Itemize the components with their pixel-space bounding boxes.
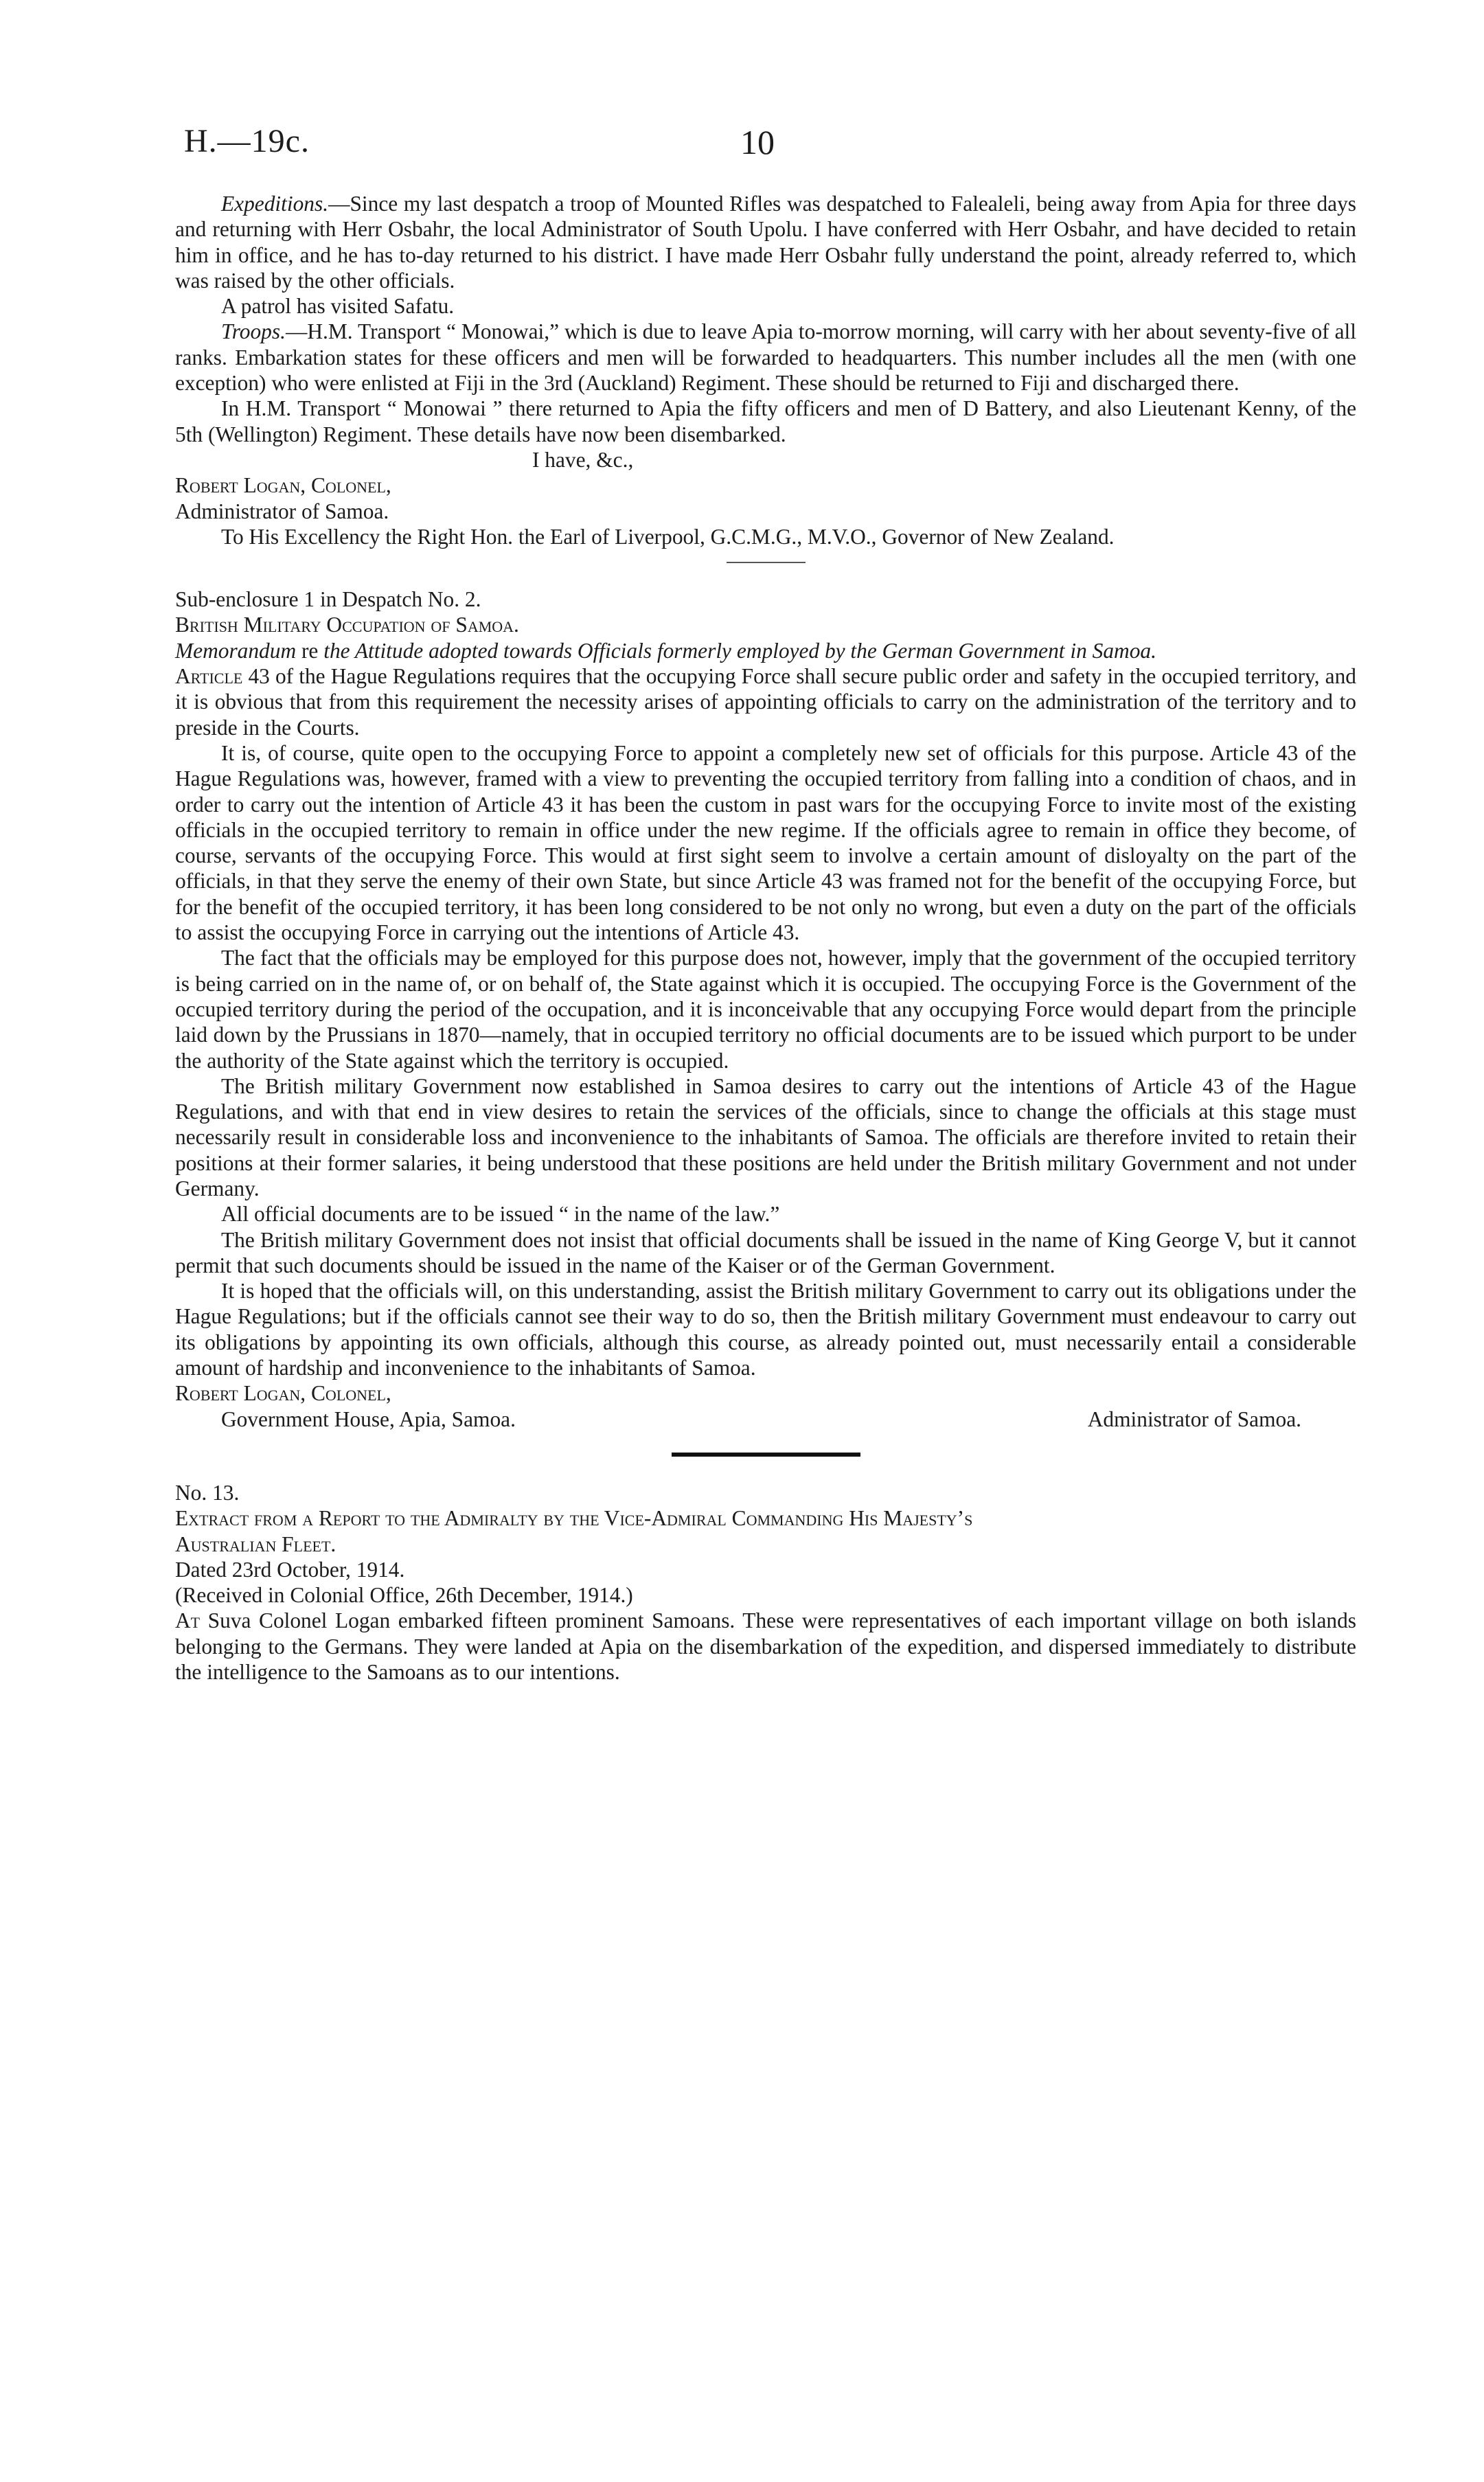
troops-paragraph	[175, 319, 1356, 396]
memo-re: re	[296, 638, 324, 663]
memo-word: Memorandum	[175, 638, 297, 663]
no13-first-word: At	[175, 1608, 201, 1633]
patrol-paragraph: A patrol has visited Safatu.	[221, 294, 455, 319]
memo-signature-place: Government House, Apia, Samoa.	[221, 1407, 516, 1431]
page-header	[0, 122, 1484, 170]
memo-paragraph-4: The British military Government now established in Samoa desires to carry out the intentions of Article 43 of the Hague Regulations, and with that end in view desires to retain the services of the officials, since to change the officials at this stage must necessarily result in considerable loss and inconvenience to the inhabitants of Samoa. The officials are therefore invited to retain their positions at their former salaries, it being understood that these positions are held under the British military Government and not under Germany.	[175, 1073, 1356, 1200]
memo-paragraph-3: The fact that the officials may be employed for this purpose does not, however, imply that the government of the occupied territory is being carried on in the name of, or on behalf of, the State against which it is occupied. The occupying Force is the Government of the occupied territory during the period of the occupation, and it is inconceivable that any occupying Force would depart from the principle laid down by the Prussians in 1870—namely, that in occupied territory no official documents are to be issued which purport to be under the authority of the State against which the territory is occupied.	[175, 946, 1356, 1073]
troops-text: —H.M. Transport “ Monowai,” which is due to leave Apia to-morrow morning, will carry with her about seventy-five of all ranks. Embarkation states for these officers and men will be forwarded to headquarters. This number includes all the men (with one exception) who were enlisted at Fiji in the 3rd (Auckland) Regiment. These should be returned to Fiji and discharged there.	[175, 319, 1356, 396]
troops-label: Troops.	[221, 319, 286, 344]
no13-para1-text: Suva Colonel Logan embarked fifteen prominent Samoans. These were representatives of each important village on both islands belonging to the Germans. They were landed at Apia on the disembarkation of the expedition, and dispersed immediately to distribute the intelligence to the Samoans as to our intentions.	[175, 1608, 1356, 1685]
memo-heading	[175, 638, 1356, 663]
no13-dated: Dated 23rd October, 1914.	[175, 1557, 405, 1582]
memo-subject: the Attitude adopted towards Officials formerly employed by the German Government in Samoa.	[323, 638, 1156, 663]
expeditions-paragraph	[175, 191, 1356, 293]
no13-title-line2: Australian Fleet.	[175, 1532, 336, 1556]
heavy-divider	[672, 1453, 860, 1457]
memo-signature-name	[175, 1380, 1356, 1406]
expeditions-text: —Since my last despatch a troop of Mounted Rifles was despatched to Falealeli, being away from Apia for three days and returning with Herr Osbahr, the local Administrator of South Upolu. I have conferred with Herr Osbahr, and have decided to retain him in office, and he has to-day returned to his district. I have made Herr Osbahr fully understand the point, already referred to, which was raised by the other officials.	[175, 192, 1356, 293]
signature-name	[175, 473, 1356, 498]
memo-signature-row	[175, 1407, 1356, 1432]
no13-number: No. 13.	[175, 1480, 240, 1505]
closing-line: I have, &c.,	[532, 447, 634, 472]
no13-received: (Received in Colonial Office, 26th December, 1914.)	[175, 1583, 633, 1608]
addressee-paragraph: To His Excellency the Right Hon. the Earl of Liverpool, G.C.M.G., M.V.O., Governor of New Zealand.	[221, 524, 1115, 549]
memo-paragraph-1	[175, 663, 1356, 740]
memo-paragraph-7: It is hoped that the officials will, on this understanding, assist the British military Government to carry out its obligations under the Hague Regulations; but if the officials cannot see their way to do so, then the British military Government must endeavour to carry out its obligations by appointing its own officials, although this course, as already pointed out, must necessarily entail a considerable amount of hardship and inconvenience to the inhabitants of Samoa.	[175, 1279, 1356, 1380]
expeditions-label: Expeditions.	[221, 192, 329, 216]
memo-signature-name-text: Robert Logan, Colonel,	[175, 1381, 391, 1406]
no13-paragraph	[175, 1608, 1356, 1685]
series-code: H.—19c.	[184, 123, 310, 159]
memo-paragraph-6: The British military Government does not insist that official documents shall be issued in the name of King George V, but it cannot permit that such documents should be issued in the name of the Kaiser or of the German Government.	[175, 1227, 1356, 1277]
subenclosure-heading: Sub-enclosure 1 in Despatch No. 2.	[175, 587, 481, 612]
section-divider	[727, 562, 806, 563]
memo-paragraph-5: All official documents are to be issued “ in the name of the law.”	[221, 1202, 780, 1227]
signature-title: Administrator of Samoa.	[175, 499, 389, 523]
memo-signature-title: Administrator of Samoa.	[1087, 1407, 1301, 1431]
signature-name-text: Robert Logan, Colonel,	[175, 473, 391, 498]
subenclosure-title: British Military Occupation of Samoa.	[175, 613, 519, 637]
no13-title-line1: Extract from a Report to the Admiralty by the Vice-Admiral Commanding His Majesty’s	[175, 1506, 973, 1531]
memo-first-word: Article	[175, 664, 243, 689]
memo-para1-text: 43 of the Hague Regulations requires that the occupying Force shall secure public order and safety in the occupied territory, and it is obvious that from this requirement the necessity arises of appointing officials to carry on the administration of the territory and to preside in the Courts.	[175, 664, 1356, 740]
page-number: 10	[740, 123, 775, 161]
page-body	[175, 191, 1356, 1685]
memo-paragraph-2: It is, of course, quite open to the occupying Force to appoint a completely new set of officials for this purpose. Article 43 of the Hague Regulations was, however, framed with a view to preventing the occupied territory from falling into a condition of chaos, and in order to carry out the intention of Article 43 it has been the custom in past wars for the occupying Force to invite most of the existing officials in the occupied territory to remain in office under the new regime. If the officials agree to remain in office they become, of course, servants of the occupying Force. This would at first sight seem to involve a certain amount of disloyalty on the part of the officials, in that they serve the enemy of their own State, but since Article 43 was framed not for the benefit of the occupying Force, but for the benefit of the occupied territory, it has been long considered to be not only no wrong, but even a duty on the part of the officials to assist the occupying Force in carrying out the intentions of Article 43.	[175, 740, 1356, 945]
monowai-paragraph: In H.M. Transport “ Monowai ” there returned to Apia the fifty officers and men of D Battery, and also Lieutenant Kenny, of the 5th (Wellington) Regiment. These details have now been disembarked.	[175, 396, 1356, 446]
